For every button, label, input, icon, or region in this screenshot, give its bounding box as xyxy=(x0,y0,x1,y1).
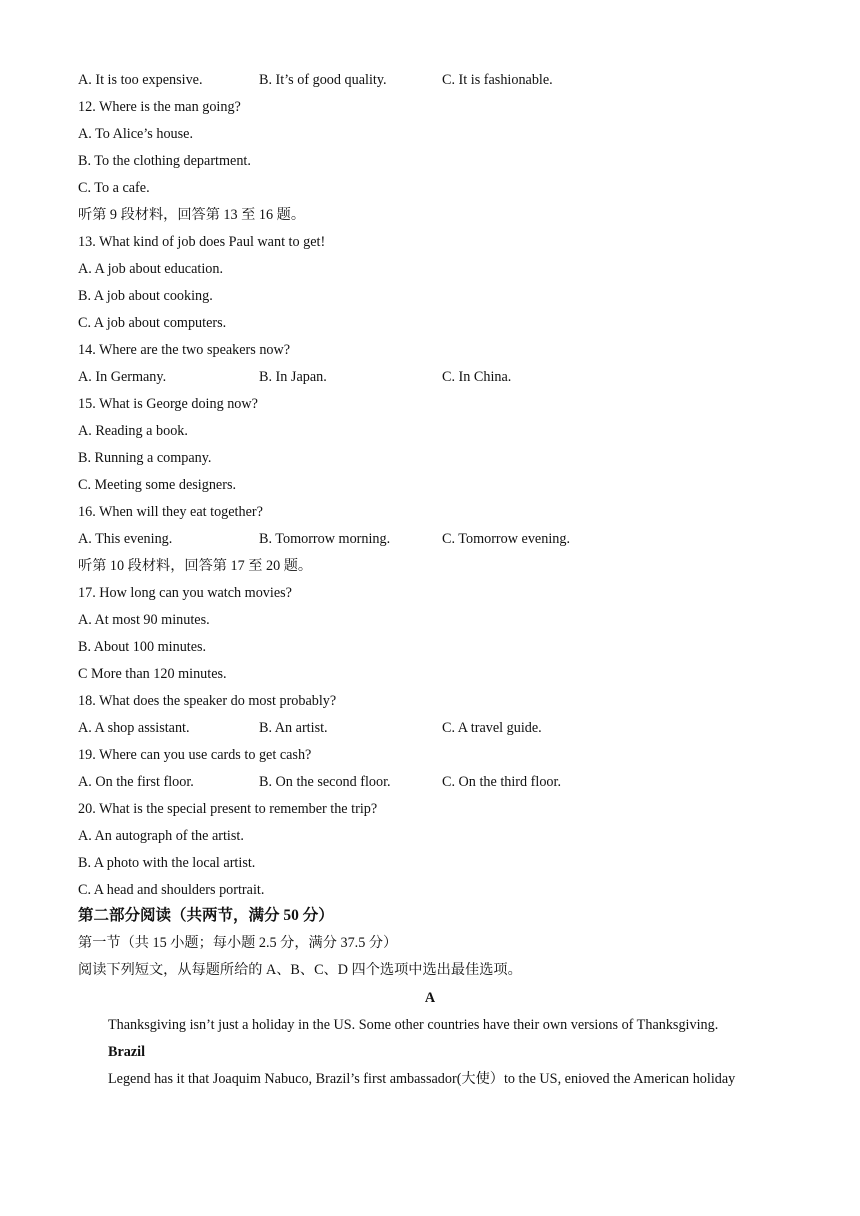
q20-option-b: B. A photo with the local artist. xyxy=(78,855,256,871)
q11-option-b: B. It’s of good quality. xyxy=(259,72,387,88)
q18-option-a: A. A shop assistant. xyxy=(78,720,190,736)
q15-option-c: C. Meeting some designers. xyxy=(78,477,237,493)
q19-option-a: A. On the first floor. xyxy=(78,774,194,790)
q20-question: 20. What is the special present to remember the trip? xyxy=(78,801,378,817)
q12-option-b: B. To the clothing department. xyxy=(78,153,251,169)
q12-question: 12. Where is the man going? xyxy=(78,99,241,115)
q14-option-b: B. In Japan. xyxy=(259,369,327,385)
section10-header: 听第 10 段材料，回答第 17 至 20 题。 xyxy=(78,558,313,574)
q12-option-c: C. To a cafe. xyxy=(78,180,150,196)
q17-option-a: A. At most 90 minutes. xyxy=(78,612,210,628)
part2-instruction: 阅读下列短文，从每题所给的 A、B、C、D 四个选项中选出最佳选项。 xyxy=(78,962,522,978)
passage-heading-brazil: Brazil xyxy=(108,1044,146,1060)
q17-question: 17. How long can you watch movies? xyxy=(78,585,292,601)
q14-option-a: A. In Germany. xyxy=(78,369,167,385)
q19-option-b: B. On the second floor. xyxy=(259,774,391,790)
q15-option-a: A. Reading a book. xyxy=(78,423,188,439)
q19-question: 19. Where can you use cards to get cash? xyxy=(78,747,312,763)
q20-option-a: A. An autograph of the artist. xyxy=(78,828,244,844)
q12-option-a: A. To Alice’s house. xyxy=(78,126,193,142)
q16-option-a: A. This evening. xyxy=(78,531,173,547)
section9-header: 听第 9 段材料，回答第 13 至 16 题。 xyxy=(78,207,306,223)
q14-question: 14. Where are the two speakers now? xyxy=(78,342,291,358)
q16-option-b: B. Tomorrow morning. xyxy=(259,531,391,547)
q11-option-a: A. It is too expensive. xyxy=(78,72,203,88)
q17-option-c: C More than 120 minutes. xyxy=(78,666,227,682)
q13-question: 13. What kind of job does Paul want to get! xyxy=(78,234,326,250)
q13-option-b: B. A job about cooking. xyxy=(78,288,213,304)
passage-label: A xyxy=(424,990,436,1006)
passage-paragraph-1: Thanksgiving isn’t just a holiday in the US. Some other countries have their own versions of Thanksgiving. xyxy=(108,1017,719,1033)
part2-title: 第二部分阅读（共两节，满分 50 分） xyxy=(78,907,334,924)
q18-option-b: B. An artist. xyxy=(259,720,328,736)
q19-option-c: C. On the third floor. xyxy=(442,774,562,790)
q13-option-c: C. A job about computers. xyxy=(78,315,227,331)
q18-option-c: C. A travel guide. xyxy=(442,720,542,736)
q11-option-c: C. It is fashionable. xyxy=(442,72,553,88)
part2-section1-header: 第一节（共 15 小题；每小题 2.5 分，满分 37.5 分） xyxy=(78,935,398,951)
passage-paragraph-2: Legend has it that Joaquim Nabuco, Brazil’s first ambassador(大使）to the US, enioved the American holiday xyxy=(108,1071,736,1087)
q18-question: 18. What does the speaker do most probably? xyxy=(78,693,337,709)
q16-question: 16. When will they eat together? xyxy=(78,504,263,520)
q20-option-c: C. A head and shoulders portrait. xyxy=(78,882,265,898)
q16-option-c: C. Tomorrow evening. xyxy=(442,531,570,547)
q15-option-b: B. Running a company. xyxy=(78,450,212,466)
q15-question: 15. What is George doing now? xyxy=(78,396,258,412)
q17-option-b: B. About 100 minutes. xyxy=(78,639,207,655)
q14-option-c: C. In China. xyxy=(442,369,512,385)
q13-option-a: A. A job about education. xyxy=(78,261,224,277)
